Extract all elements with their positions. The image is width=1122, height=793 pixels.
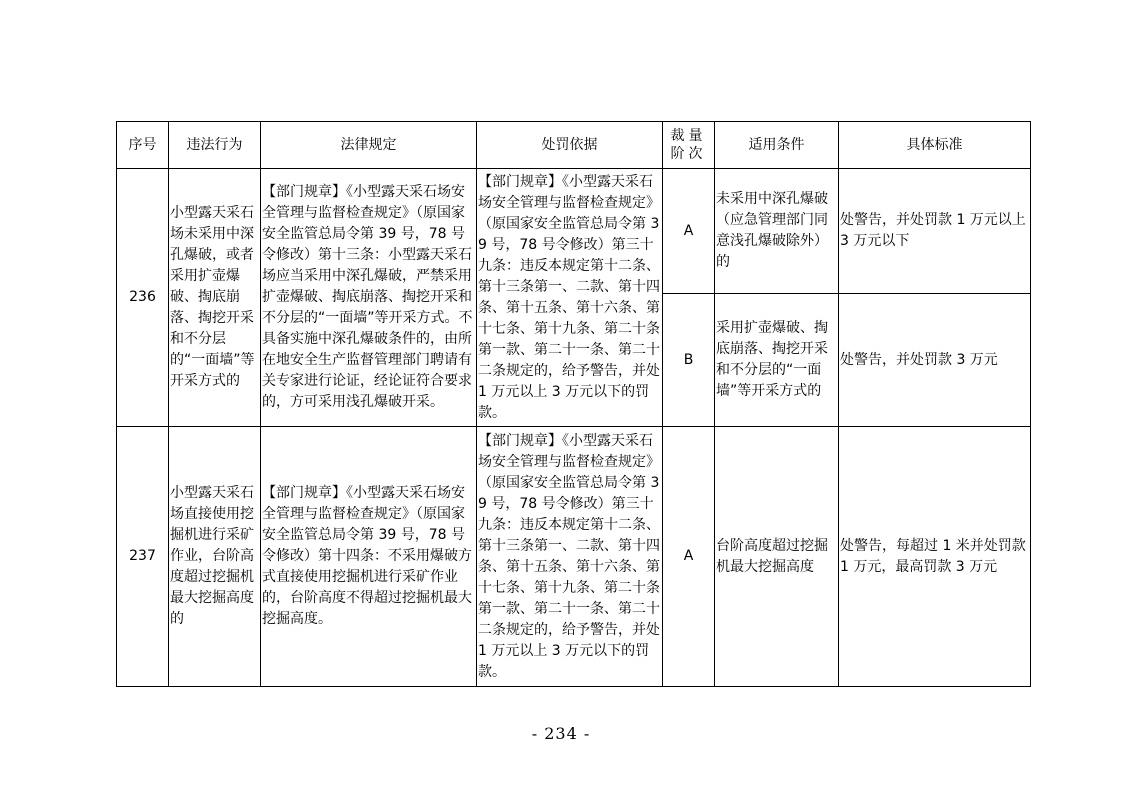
row-number: 237 (117, 427, 169, 687)
specific-standard: 处警告，并处罚款 3 万元 (839, 294, 1031, 427)
legal-provision: 【部门规章】《小型露天采石场安全管理与监督检查规定》（原国家安全监管总局令第 39 号，78 号令修改）第十四条：不采用爆破方式直接使用挖掘机进行采矿作业的，台阶高度不得超过挖掘机最大挖掘高度。 (261, 427, 477, 687)
table-row (117, 427, 1031, 687)
header-law: 法律规定 (261, 122, 477, 169)
header-standard: 具体标准 (839, 122, 1031, 169)
penalty-discretion-table (116, 121, 1031, 687)
page-number: - 234 - (531, 724, 591, 743)
applicable-condition: 台阶高度超过挖掘机最大挖掘高度 (715, 427, 839, 687)
header-basis: 处罚依据 (477, 122, 663, 169)
applicable-condition: 采用扩壶爆破、掏底崩落、掏挖开采和不分层的“一面墙”等开采方式的 (715, 294, 839, 427)
legal-provision: 【部门规章】《小型露天采石场安全管理与监督检查规定》（原国家安全监管总局令第 39 号，78 号令修改）第十三条：小型露天采石场应当采用中深孔爆破，严禁采用扩壶爆破、掏底崩落、掏挖开采和不分层的“一面墙”等开采方式。不具备实施中深孔爆破条件的，由所在地安全生产监督管理部门聘请有关专家进行论证，经论证符合要求的，方可采用浅孔爆破开采。 (261, 169, 477, 427)
header-behavior: 违法行为 (169, 122, 261, 169)
row-number: 236 (117, 169, 169, 427)
applicable-condition: 未采用中深孔爆破（应急管理部门同意浅孔爆破除外）的 (715, 169, 839, 294)
discretion-level: A (663, 427, 715, 687)
discretion-level: A (663, 169, 715, 294)
specific-standard: 处警告，并处罚款 1 万元以上 3 万元以下 (839, 169, 1031, 294)
discretion-level: B (663, 294, 715, 427)
table-row (117, 169, 1031, 294)
header-level: 裁量阶次 (663, 122, 715, 169)
header-condition: 适用条件 (715, 122, 839, 169)
table-header-row (117, 122, 1031, 169)
specific-standard: 处警告，每超过 1 米并处罚款 1 万元，最高罚款 3 万元 (839, 427, 1031, 687)
header-no: 序号 (117, 122, 169, 169)
penalty-basis: 【部门规章】《小型露天采石场安全管理与监督检查规定》（原国家安全监管总局令第 39 号，78 号令修改）第三十九条：违反本规定第十二条、第十三条第一、二款、第十四条、第十五条、第十六条、第十七条、第十九条、第二十条第一款、第二十一条、第二十二条规定的，给予警告，并处 1 万元以上 3 万元以下的罚款。 (477, 427, 663, 687)
violation-behavior: 小型露天采石场未采用中深孔爆破，或者采用扩壶爆破、掏底崩落、掏挖开采和不分层的“一面墙”等开采方式的 (169, 169, 261, 427)
violation-behavior: 小型露天采石场直接使用挖掘机进行采矿作业，台阶高度超过挖掘机最大挖掘高度的 (169, 427, 261, 687)
penalty-basis: 【部门规章】《小型露天采石场安全管理与监督检查规定》（原国家安全监管总局令第 39 号，78 号令修改）第三十九条：违反本规定第十二条、第十三条第一、二款、第十四条、第十五条、第十六条、第十七条、第十九条、第二十条第一款、第二十一条、第二十二条规定的，给予警告，并处 1 万元以上 3 万元以下的罚款。 (477, 169, 663, 427)
